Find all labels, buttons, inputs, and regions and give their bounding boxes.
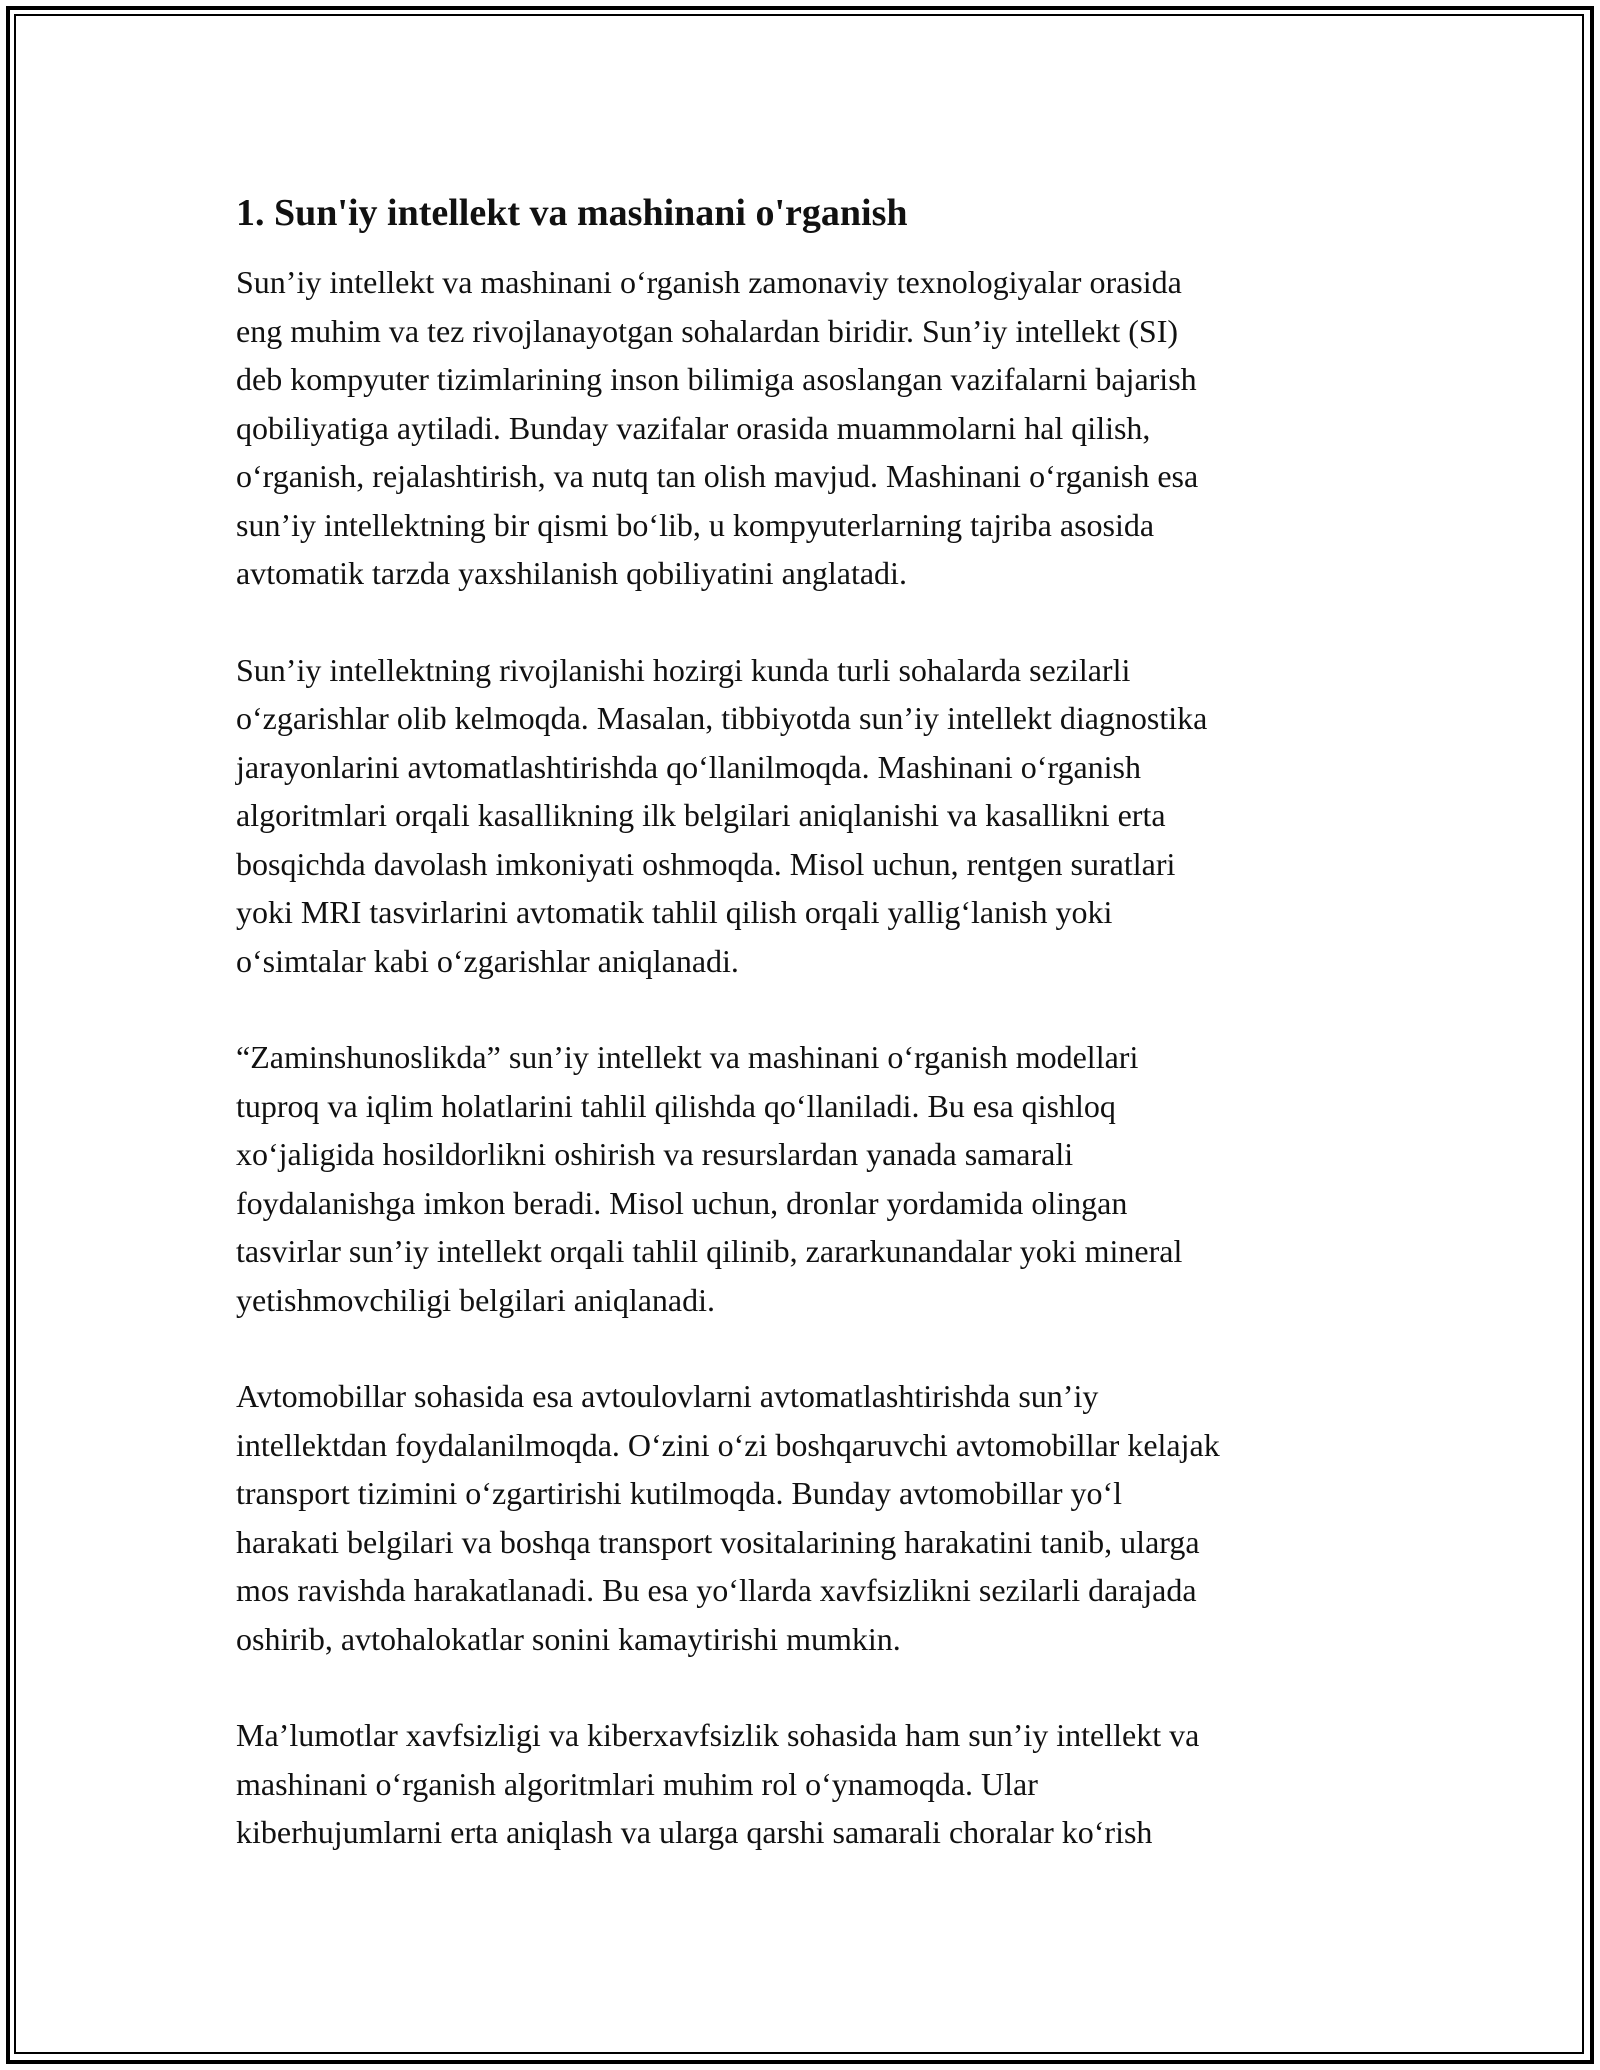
text-line: kiberhujumlarni erta aniqlash va ularga qarshi samarali choralar ko‘rish [236, 1814, 1153, 1850]
text-line: xo‘jaligida hosildorlikni oshirish va resurslardan yanada samarali [236, 1136, 1074, 1172]
text-line: o‘simtalar kabi o‘zgarishlar aniqlanadi. [236, 942, 739, 979]
text-line: o‘zgarishlar olib kelmoqda. Masalan, tibbiyotda sun’iy intellekt diagnostika [236, 700, 1208, 736]
document-body [236, 188, 1396, 1905]
paragraph-cybersecurity [236, 1711, 1396, 1857]
text-line: intellektdan foydalanilmoqda. O‘zini o‘zi boshqaruvchi avtomobillar kelajak [236, 1426, 1220, 1463]
text-line: mos ravishda harakatlanadi. Bu esa yo‘llarda xavfsizlikni sezilarli darajada [236, 1572, 1197, 1608]
text-line: yoki MRI tasvirlarini avtomatik tahlil qilish orqali yallig‘lanish yoki [236, 894, 1113, 930]
text-line: foydalanishga imkon beradi. Misol uchun, dronlar yordamida olingan [236, 1184, 1128, 1221]
text-line: “Zaminshunoslikda” sun’iy intellekt va mashinani o‘rganish modellari [236, 1039, 1139, 1075]
paragraph-intro [236, 258, 1396, 598]
text-line: Sun’iy intellektning rivojlanishi hozirgi kunda turli sohalarda sezilarli [236, 651, 1131, 688]
text-line: bosqichda davolash imkoniyati oshmoqda. Misol uchun, rentgen suratlari [236, 845, 1176, 882]
text-line: tuproq va iqlim holatlarini tahlil qilishda qo‘llaniladi. Bu esa qishloq [236, 1087, 1116, 1124]
text-line: qobiliyatiga aytiladi. Bunday vazifalar orasida muammolarni hal qilish, [236, 409, 1151, 446]
paragraph-agriculture [236, 1033, 1396, 1324]
text-line: o‘rganish, rejalashtirish, va nutq tan olish mavjud. Mashinani o‘rganish esa [236, 458, 1199, 494]
text-line: algoritmlari orqali kasallikning ilk belgilari aniqlanishi va kasallikni erta [236, 797, 1166, 833]
text-line: Ma’lumotlar xavfsizligi va kiberxavfsizlik sohasida ham sun’iy intellekt va [236, 1717, 1200, 1753]
text-line: yetishmovchiligi belgilari aniqlanadi. [236, 1281, 715, 1318]
text-line: avtomatik tarzda yaxshilanish qobiliyatini anglatadi. [236, 555, 907, 591]
text-line: oshirib, avtohalokatlar sonini kamaytirishi mumkin. [236, 1620, 901, 1657]
paragraph-automotive [236, 1372, 1396, 1663]
section-title: 1. Sun'iy intellekt va mashinani o'rganish [236, 192, 908, 234]
text-line: deb kompyuter tizimlarining inson bilimiga asoslangan vazifalarni bajarish [236, 361, 1197, 397]
text-line: Avtomobillar sohasida esa avtoulovlarni avtomatlashtirishda sun’iy [236, 1378, 1099, 1414]
text-line: Sun’iy intellekt va mashinani o‘rganish zamonaviy texnologiyalar orasida [236, 264, 1182, 300]
text-line: transport tizimini o‘zgartirishi kutilmoqda. Bunday avtomobillar yo‘l [236, 1475, 1123, 1511]
paragraph-medicine [236, 646, 1396, 986]
text-line: sun’iy intellektning bir qismi bo‘lib, u kompyuterlarning tajriba asosida [236, 506, 1155, 543]
text-line: jarayonlarini avtomatlashtirishda qo‘llanilmoqda. Mashinani o‘rganish [236, 748, 1141, 785]
text-line: harakati belgilari va boshqa transport vositalarining harakatini tanib, ularga [236, 1523, 1200, 1560]
text-line: tasvirlar sun’iy intellekt orqali tahlil qilinib, zararkunandalar yoki mineral [236, 1233, 1183, 1269]
text-line: mashinani o‘rganish algoritmlari muhim rol o‘ynamoqda. Ular [236, 1765, 1038, 1802]
text-line: eng muhim va tez rivojlanayotgan sohalardan biridir. Sun’iy intellekt (SI) [236, 312, 1178, 349]
